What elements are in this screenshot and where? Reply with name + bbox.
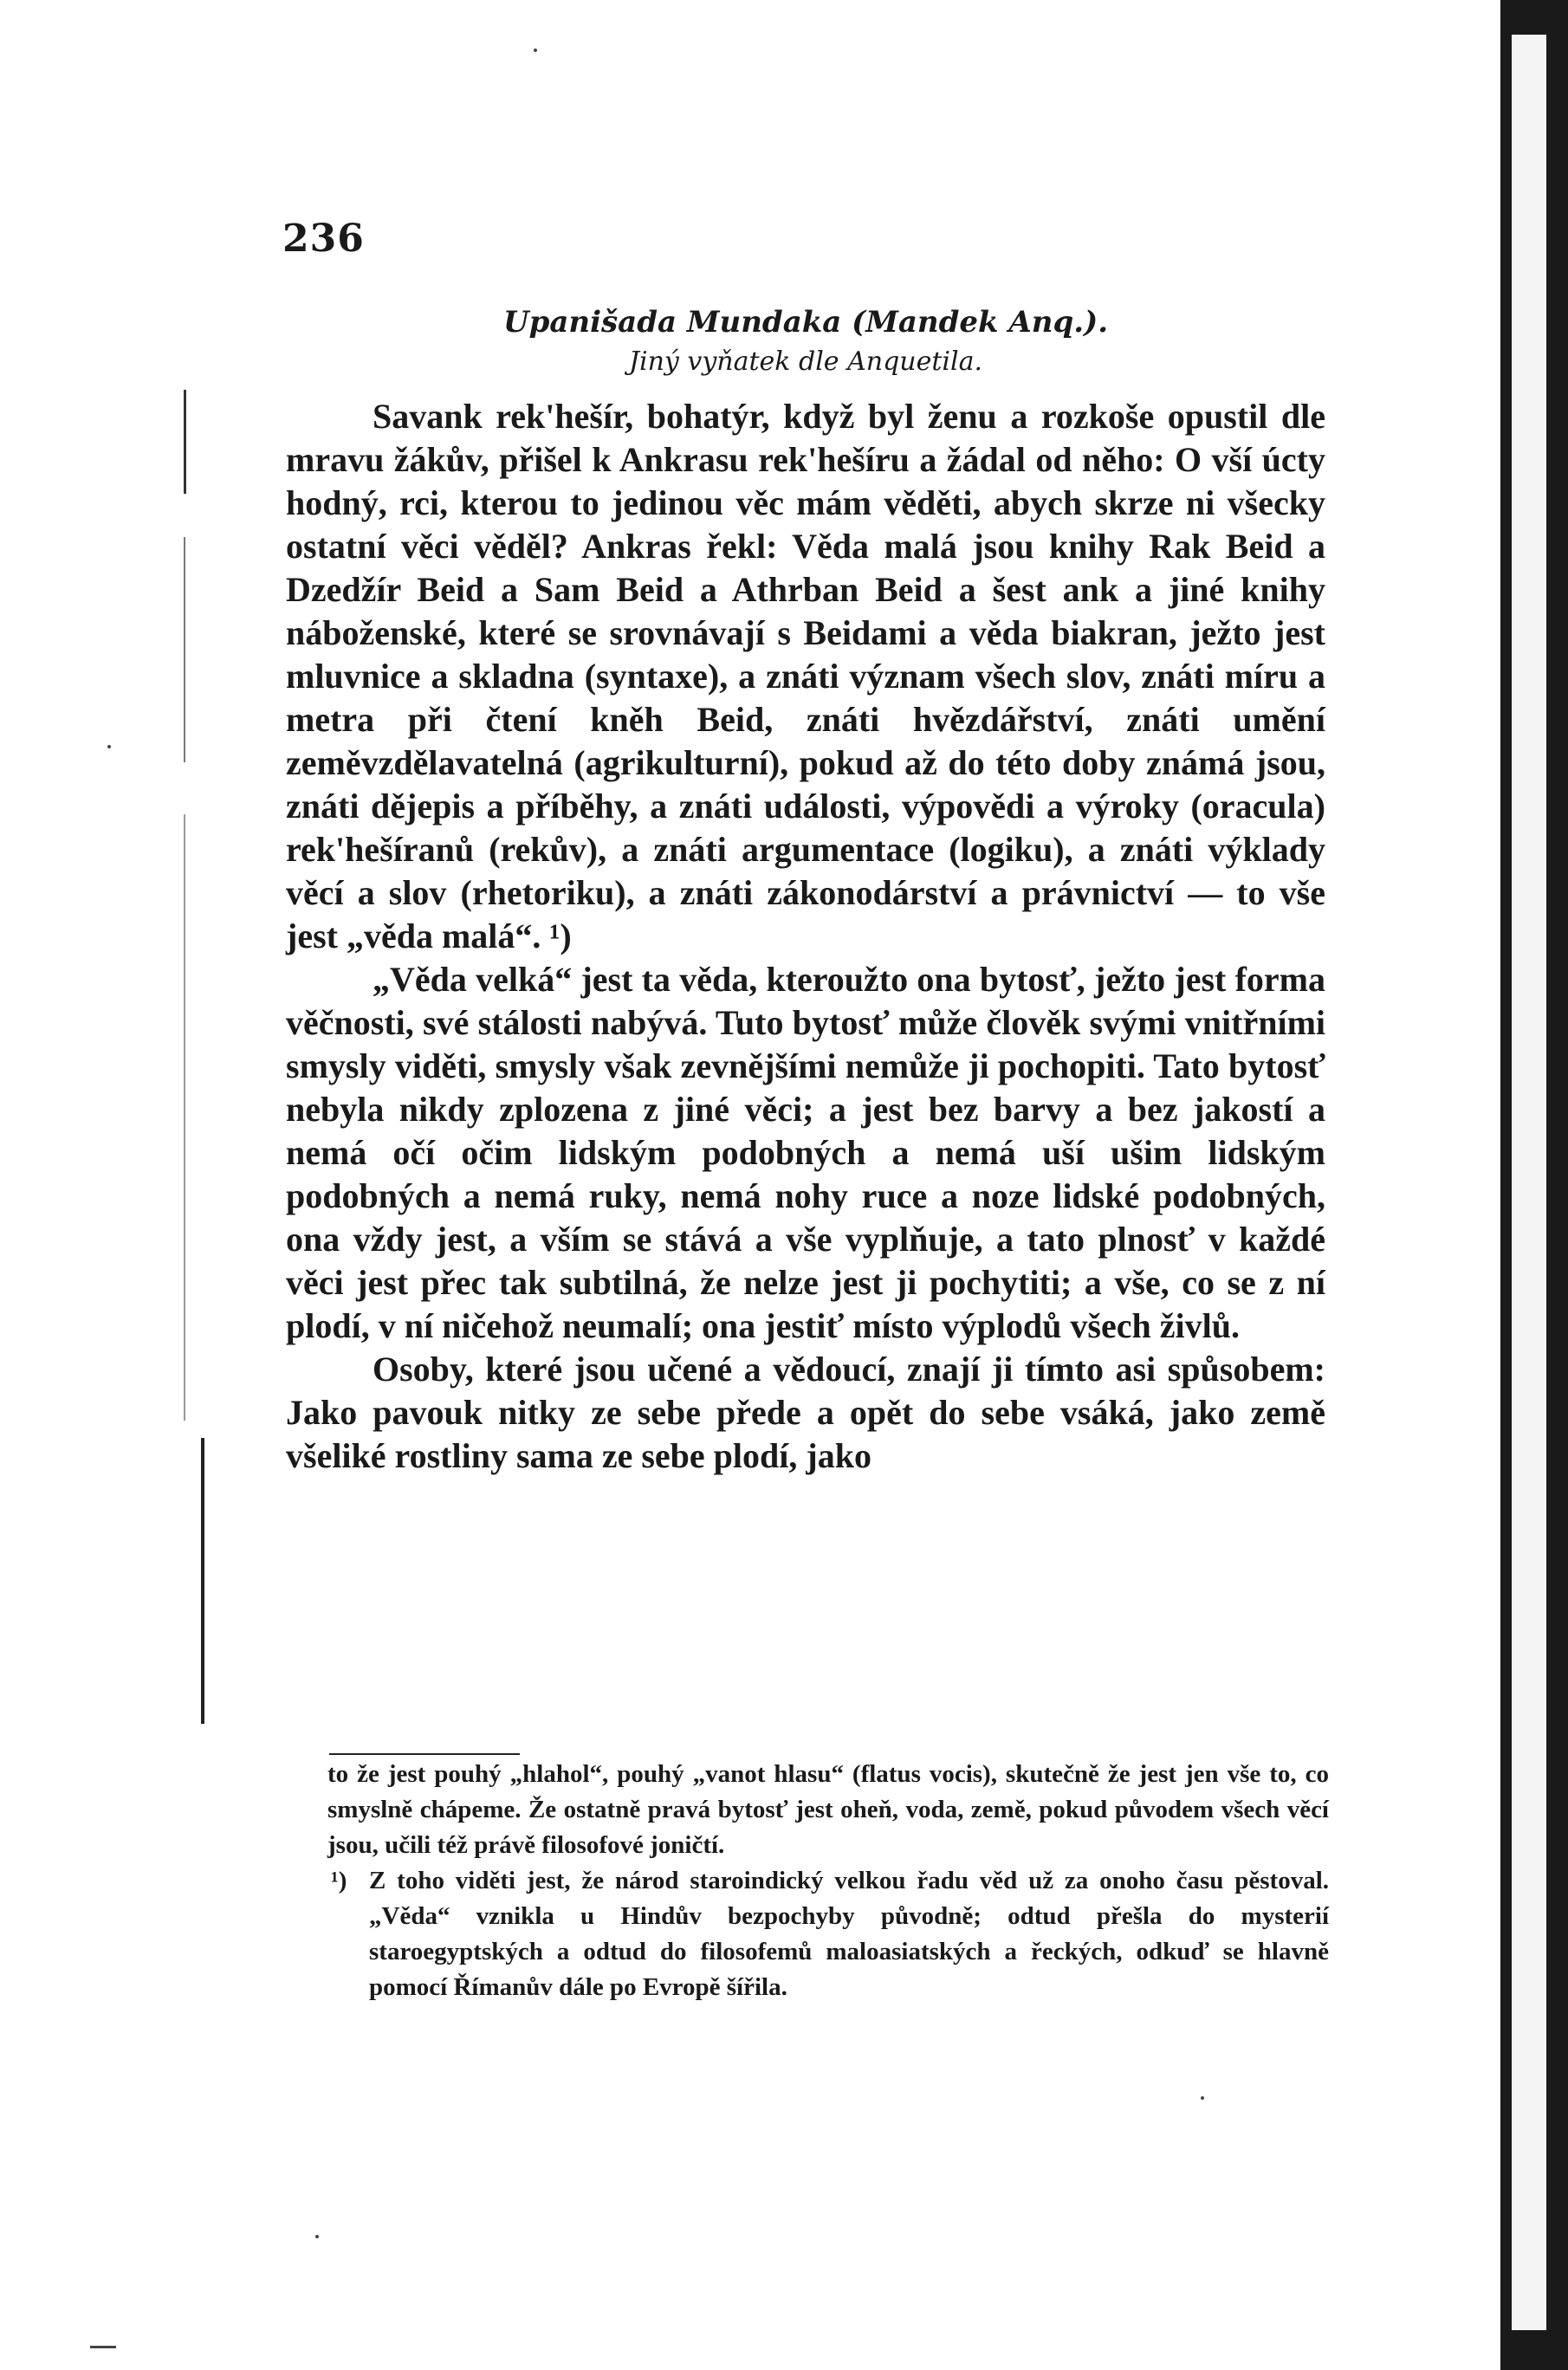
- paragraph: „Věda velká“ jest ta věda, kteroužto ona bytosť, ježto jest forma věčnosti, své stálosti nabývá. Tuto bytosť může člověk svými vnitřními smysly viděti, smysly však zevnějšími nemůže ji pochopiti. Tato bytosť nebyla nikdy zplozena z jiné věci; a jest bez barvy a bez jakostí a nemá očí očim lidským podobných a nemá uší ušim lidským podobných a nemá ruky, nemá nohy ruce a noze lidské podobných, ona vždy jest, a vším se stává a vše vyplňuje, a tato plnosť v každé věci jest přec tak subtilná, že nelze jest ji pochytiti; a vše, co se z ní plodí, v ní ničehož neumalí; ona jestiť místo výplodů všech živlů.: [286, 960, 1325, 1345]
- paragraph: Savank rek'hešír, bohatýr, když byl ženu a rozkoše opustil dle mravu žákův, přišel k Ankrasu rek'hešíru a žádal od něho: O vší úcty hodný, rci, kterou to jedinou věc mám věděti, abych skrze ni všecky ostatní věci věděl? Ankras řekl: Věda malá jsou knihy Rak Beid a Dzedžír Beid a Sam Beid a Athrban Beid a šest ank a jiné knihy náboženské, které se srovnávají s Beidami a věda biakran, ježto jest mluvnice a skladna (syntaxe), a znáti význam všech slov, znáti míru a metra při čtení kněh Beid, znáti hvězdářství, znáti umění zeměvzdělavatelná (agrikulturní), pokud až do této doby známá jsou, znáti dějepis a příběhy, a znáti události, výpovědi a výroky (oracula) rek'hešíranů (rekův), a znáti argumentace (logiku), a znáti výklady věcí a slov (rhetoriku), a znáti zákonodárství a právnictví — to vše jest „věda malá“. ¹): [286, 397, 1325, 955]
- speck: [315, 2235, 319, 2238]
- footnote-divider: [329, 1753, 520, 1755]
- footnotes: [327, 1757, 1329, 2005]
- footnote-mark: ¹): [331, 1867, 347, 1894]
- speck: [1201, 2096, 1204, 2100]
- margin-line: [184, 814, 185, 1421]
- speck: [90, 2346, 116, 2348]
- footnote: [327, 1863, 1329, 2005]
- footnote-continuation: to že jest pouhý „hlahol“, pouhý „vanot hlasu“ (flatus vocis), skutečně že jest jen vše to, co smyslně chápeme. Že ostatně pravá bytosť jest oheň, voda, země, pokud původem všech věcí jsou, učili též právě filosofové joničtí.: [327, 1760, 1329, 1859]
- speck: [107, 745, 111, 748]
- footnote-text: Z toho viděti jest, že národ staroindický velkou řadu věd už za onoho času pěstoval. „Věda“ vznikla u Hindův bezpochyby původně; odtud přešla do mysterií staroegyptských a odtud do filosofemů maloasiatských a řeckých, odkuď se hlavně pomocí Římanův dále po Evropě šířila.: [369, 1867, 1329, 2001]
- adjacent-page-edge: [1512, 35, 1546, 2330]
- speck: [534, 49, 537, 52]
- page-number: 236: [282, 217, 365, 261]
- section-subheading: Jiný vyňatek dle Anquetila.: [628, 346, 983, 377]
- paragraph: Osoby, které jsou učené a vědoucí, znají ji tímto asi spůsobem: Jako pavouk nitky ze sebe přede a opět do sebe vsáká, jako země všeliké rostliny sama ze sebe plodí, jako: [286, 1350, 1325, 1475]
- main-text: [286, 395, 1325, 1478]
- margin-line: [184, 537, 185, 762]
- margin-line: [184, 390, 186, 494]
- section-heading: Upanišada Mundaka (Mandek Anq.).: [502, 305, 1109, 340]
- margin-line: [201, 1438, 204, 1724]
